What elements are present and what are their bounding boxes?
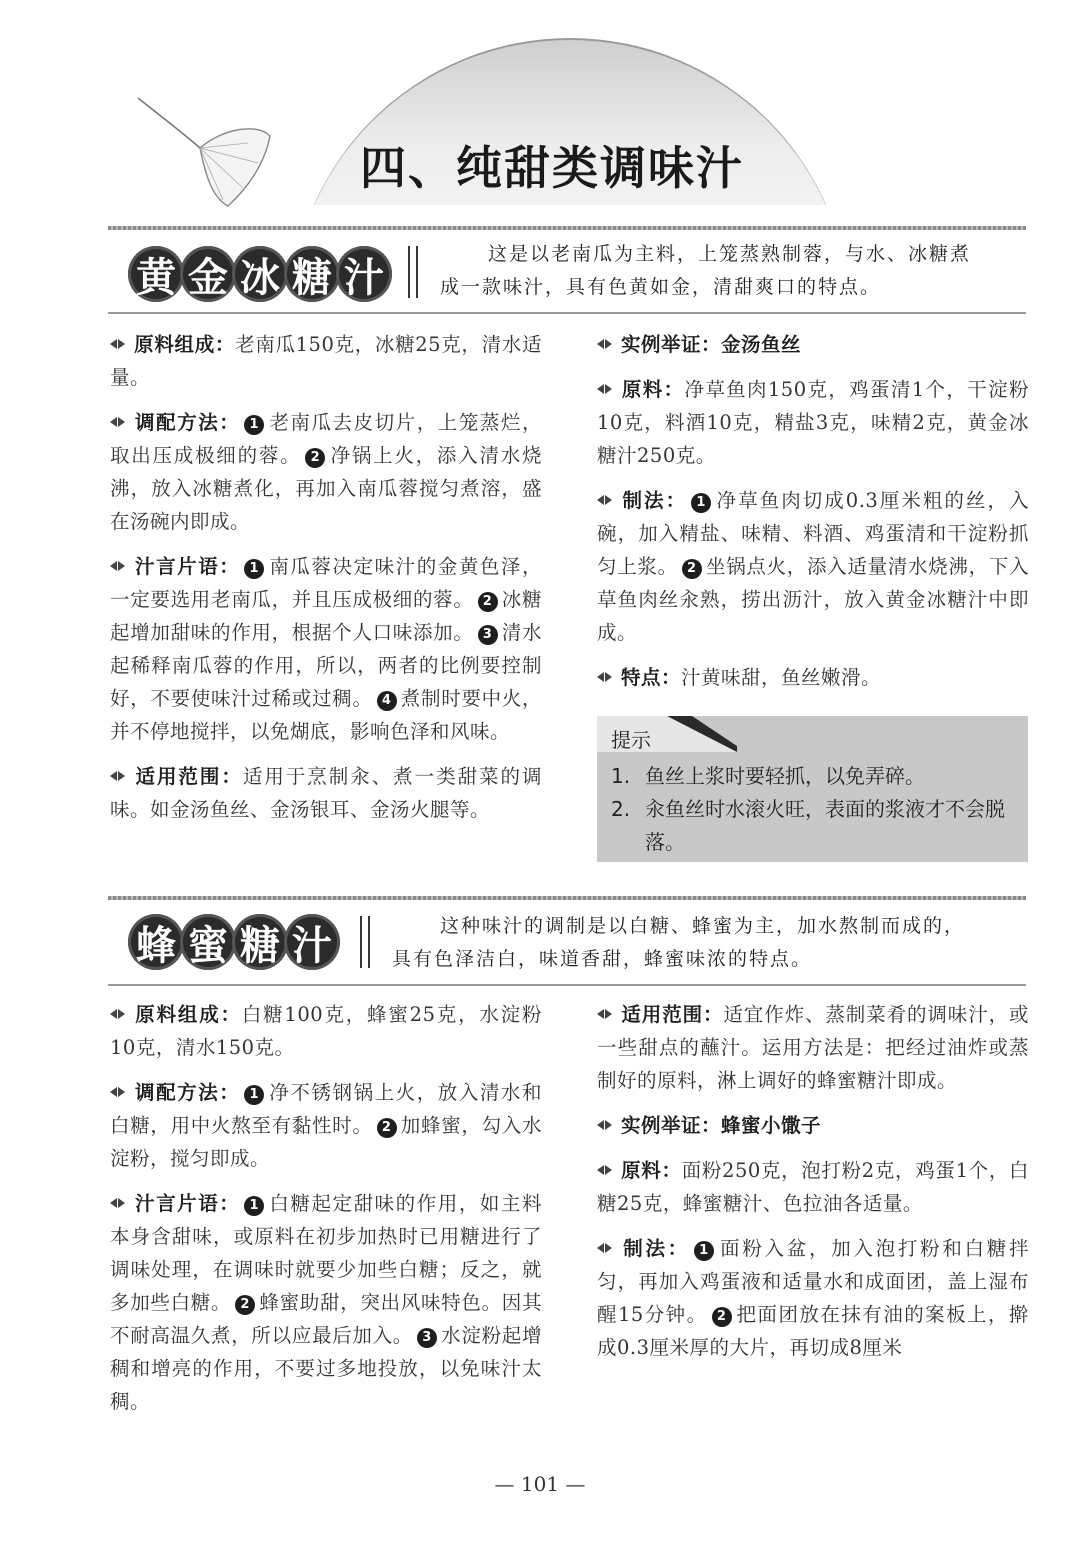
para-text: 把面团放在抹有油的案板上，擀成0.3厘米厚的大片，再切成8厘米 <box>597 1303 1029 1359</box>
tip-item-text: 鱼丝上浆时要轻抓，以免弄碎。 <box>645 764 925 788</box>
section2-right-column <box>597 998 1029 1376</box>
tip-list <box>611 760 1016 859</box>
badge-char: 金 <box>180 246 236 302</box>
tip-item <box>611 760 1016 793</box>
section-badge-golden-rock-sugar <box>128 244 386 304</box>
method-paragraph <box>110 406 542 538</box>
diamond-bullet-icon <box>110 1084 126 1100</box>
ingredients-paragraph <box>110 328 542 394</box>
badge-char: 汁 <box>336 246 392 302</box>
diamond-bullet-icon <box>110 414 126 430</box>
step-number-icon: 2 <box>377 1118 397 1138</box>
tip-item-text: 汆鱼丝时水滚火旺，表面的浆液才不会脱落。 <box>645 797 1005 854</box>
dish-name: 蜂蜜小馓子 <box>721 1114 822 1137</box>
ginkgo-leaf-icon <box>128 88 278 218</box>
diamond-bullet-icon <box>597 1117 613 1133</box>
ingredients-paragraph <box>110 998 542 1064</box>
section2-left-column <box>110 998 542 1430</box>
method-paragraph <box>110 1076 542 1175</box>
diamond-bullet-icon <box>110 1006 126 1022</box>
intro-line: 这种味汁的调制是以白糖、蜂蜜为主，加水熬制而成的， <box>440 915 966 937</box>
section-rule-bottom <box>108 312 1026 314</box>
chapter-title: 四、纯甜类调味汁 <box>360 141 744 195</box>
para-text: 老南瓜去皮切片，上笼蒸烂，取出压成极细的蓉。 <box>110 411 542 467</box>
para-heading: 汁言片语： <box>134 1192 241 1215</box>
tip-box <box>597 716 1028 862</box>
para-text: 净锅上火，添入清水烧沸，放入冰糖煮化，再加入南瓜蓉搅匀煮溶，盛在汤碗内即成。 <box>110 444 542 533</box>
tip-item-number: 1. <box>611 764 631 788</box>
dish-ingredients-paragraph <box>597 373 1029 472</box>
section-divider <box>360 916 370 968</box>
para-heading: 调配方法： <box>134 1081 241 1104</box>
badge-char: 冰 <box>232 246 288 302</box>
step-number-icon: 1 <box>691 493 711 513</box>
para-heading: 特点： <box>621 666 682 689</box>
step-number-icon: 1 <box>244 1085 264 1105</box>
intro-line: 成一款味汁，具有色黄如金，清甜爽口的特点。 <box>440 276 882 298</box>
para-text: 净不锈钢锅上火，放入清水和白糖，用中火熬至有黏性时。 <box>110 1081 542 1137</box>
diamond-bullet-icon <box>597 336 613 352</box>
step-number-icon: 1 <box>244 559 264 579</box>
para-heading: 实例举证： <box>621 1114 722 1137</box>
para-heading: 原料组成： <box>134 1003 242 1026</box>
para-heading: 原料组成： <box>134 333 236 356</box>
example-paragraph <box>597 1109 1029 1142</box>
para-heading: 制法： <box>621 489 688 512</box>
badge-char: 蜂 <box>128 914 184 970</box>
para-text: 蜂蜜助甜，突出风味特色。因其不耐高温久煮，所以应最后加入。 <box>110 1291 542 1347</box>
step-number-icon: 2 <box>235 1295 255 1315</box>
step-number-icon: 2 <box>682 559 702 579</box>
tip-item <box>611 793 1016 859</box>
para-heading: 制法： <box>621 1237 690 1260</box>
section-divider <box>408 246 418 298</box>
para-text: 汁黄味甜，鱼丝嫩滑。 <box>681 666 882 689</box>
step-number-icon: 4 <box>377 691 397 711</box>
section-rule-top <box>108 896 1026 900</box>
step-number-icon: 3 <box>478 625 498 645</box>
para-heading: 适用范围： <box>134 765 243 788</box>
step-number-icon: 2 <box>305 448 325 468</box>
diamond-bullet-icon <box>597 1006 613 1022</box>
step-number-icon: 1 <box>694 1241 714 1261</box>
para-text: 面粉入盆，加入泡打粉和白糖拌匀，再加入鸡蛋液和适量水和成面团，盖上湿布醒15分钟。 <box>597 1237 1029 1326</box>
para-heading: 适用范围： <box>621 1003 724 1026</box>
step-number-icon: 3 <box>417 1328 437 1348</box>
para-heading: 原料： <box>621 378 685 401</box>
para-text: 白糖起定甜味的作用，如主料本身含甜味，或原料在初步加热时已用糖进行了调味处理，在调味时就要少加些白糖；反之，就多加些白糖。 <box>110 1192 542 1314</box>
para-text: 适宜作炸、蒸制菜肴的调味汁，或一些甜点的蘸汁。运用方法是：把经过油炸或蒸制好的原料，淋上调好的蜂蜜糖汁即成。 <box>597 1003 1029 1092</box>
para-text: 坐锅点火，添入适量清水烧沸，下入草鱼肉丝汆熟，捞出沥汁，放入黄金冰糖汁中即成。 <box>597 555 1029 644</box>
diamond-bullet-icon <box>110 558 126 574</box>
section-intro <box>392 910 1032 976</box>
para-text: 净草鱼肉150克，鸡蛋清1个，干淀粉10克，料酒10克，精盐3克，味精2克，黄金冰糖汁250克。 <box>597 378 1029 467</box>
para-text: 老南瓜150克，冰糖25克，清水适量。 <box>110 333 542 389</box>
tip-label: 提示 <box>611 728 651 752</box>
section1-left-column <box>110 328 542 838</box>
para-text: 净草鱼肉切成0.3厘米粗的丝，入碗，加入精盐、味精、料酒、鸡蛋清和干淀粉抓匀上浆。 <box>597 489 1029 578</box>
dish-ingredients-paragraph <box>597 1154 1029 1220</box>
features-paragraph <box>597 661 1029 694</box>
dish-method-paragraph <box>597 1232 1029 1364</box>
intro-line: 这是以老南瓜为主料，上笼蒸熟制蓉，与水、冰糖煮 <box>488 243 972 265</box>
diamond-bullet-icon <box>597 1240 613 1256</box>
dish-method-paragraph <box>597 484 1029 649</box>
para-text: 冰糖起增加甜味的作用，根据个人口味添加。 <box>110 588 542 644</box>
para-text: 清水起稀释南瓜蓉的作用，所以，两者的比例要控制好，不要使味汁过稀或过稠。 <box>110 621 542 710</box>
section-intro <box>440 238 1030 304</box>
section-rule-bottom <box>108 984 1026 986</box>
section-badge-honey-syrup <box>128 912 334 972</box>
badge-char: 糖 <box>232 914 288 970</box>
badge-char: 蜜 <box>180 914 236 970</box>
diamond-bullet-icon <box>110 1195 126 1211</box>
section1-right-column <box>597 328 1029 706</box>
para-text: 南瓜蓉决定味汁的金黄色泽，一定要选用老南瓜，并且压成极细的蓉。 <box>110 555 542 611</box>
tips-paragraph <box>110 550 542 748</box>
para-text: 白糖100克，蜂蜜25克，水淀粉10克，清水150克。 <box>110 1003 542 1059</box>
para-heading: 汁言片语： <box>134 555 241 578</box>
diamond-bullet-icon <box>110 768 126 784</box>
step-number-icon: 1 <box>244 415 264 435</box>
usage-paragraph <box>110 760 542 826</box>
para-text: 面粉250克，泡打粉2克，鸡蛋1个，白糖25克，蜂蜜糖汁、色拉油各适量。 <box>597 1159 1029 1215</box>
para-text: 煮制时要中火，并不停地搅拌，以免煳底，影响色泽和风味。 <box>110 687 542 743</box>
para-text: 水淀粉起增稠和增亮的作用，不要过多地投放，以免味汁太稠。 <box>110 1324 542 1413</box>
intro-line: 具有色泽洁白，味道香甜，蜂蜜味浓的特点。 <box>392 948 813 970</box>
step-number-icon: 1 <box>244 1196 264 1216</box>
tip-item-number: 2. <box>611 797 631 821</box>
tips-paragraph <box>110 1187 542 1418</box>
diamond-bullet-icon <box>597 669 613 685</box>
diamond-bullet-icon <box>110 336 126 352</box>
diamond-bullet-icon <box>597 381 613 397</box>
section-rule-top <box>108 226 1026 230</box>
para-heading: 调配方法： <box>134 411 241 434</box>
para-heading: 实例举证： <box>621 333 722 356</box>
usage-paragraph <box>597 998 1029 1097</box>
step-number-icon: 2 <box>478 592 498 612</box>
para-heading: 原料： <box>621 1159 682 1182</box>
badge-char: 糖 <box>284 246 340 302</box>
example-paragraph <box>597 328 1029 361</box>
dish-name: 金汤鱼丝 <box>721 333 802 356</box>
para-text: 适用于烹制汆、煮一类甜菜的调味。如金汤鱼丝、金汤银耳、金汤火腿等。 <box>110 765 542 821</box>
diamond-bullet-icon <box>597 1162 613 1178</box>
para-text: 加蜂蜜，勾入水淀粉，搅匀即成。 <box>110 1114 542 1170</box>
badge-char: 汁 <box>284 914 340 970</box>
step-number-icon: 2 <box>712 1307 732 1327</box>
badge-char: 黄 <box>128 246 184 302</box>
page-number: — 101 — <box>494 1472 586 1496</box>
diamond-bullet-icon <box>597 492 613 508</box>
